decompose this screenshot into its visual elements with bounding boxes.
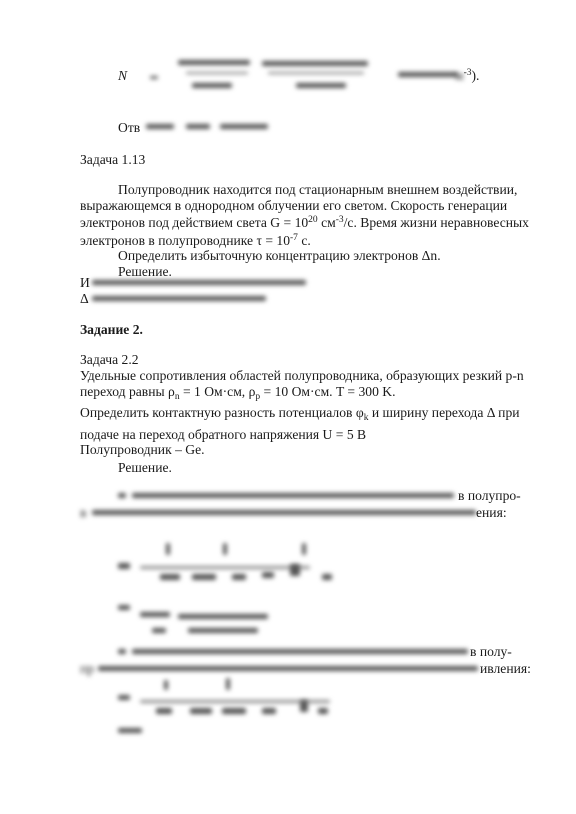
- formula-blur: [150, 76, 158, 79]
- formula-blur: [178, 614, 268, 619]
- formula-blur: [290, 564, 300, 576]
- blur-para-head: в: [80, 505, 87, 520]
- formula-blur: [226, 678, 230, 690]
- task-1-13-line: Полупроводник находится под стационарным внешнем воздействии,: [118, 182, 518, 197]
- formula-blur: [160, 574, 180, 580]
- task-1-13-line: электронов под действием света $G = 10^{20}$ $см^{-3}/с$. Время жизни неравновесных: [80, 215, 529, 230]
- task-1-13-blur-line: И: [80, 275, 90, 290]
- task-2-2-line: подаче на переход обратного напряжения U = 5 B: [80, 426, 367, 442]
- blur-para-tail: в полупро-: [458, 488, 521, 503]
- task-2-2-body: [80, 368, 524, 458]
- formula-blur: [118, 695, 130, 700]
- blur-para-tail: в полу-: [470, 644, 512, 659]
- formula-blur: [262, 61, 368, 66]
- blur-text: [118, 493, 126, 498]
- formula-blur: [152, 628, 166, 633]
- blur-para-tail: ивления:: [480, 661, 531, 676]
- formula-blur: [118, 563, 130, 569]
- answer-line: Отв: [118, 120, 141, 135]
- formula-blur: [164, 680, 168, 690]
- task-2-2-line: переход равны $\rho_n = 1$ Ом·см, $\rho_p = 10$ Ом·см. T = 300 K.: [80, 383, 396, 402]
- formula-blur: [222, 708, 246, 714]
- blur-para-head: пр: [80, 661, 95, 676]
- task-2-2-line: Удельные сопротивления областей полупроводника, образующих резкий p-n: [80, 368, 524, 383]
- formula-blur: [318, 708, 328, 714]
- formula-blur: [190, 708, 212, 714]
- task-1-13-blur-line: Δ: [80, 291, 89, 306]
- task-2-2-line: Полупроводник – Ge.: [80, 442, 205, 457]
- formula-blur: [166, 543, 170, 555]
- blur-text: [92, 510, 476, 515]
- task-1-13-line: Определить избыточную концентрацию электронов Δn.: [118, 248, 441, 263]
- formula-blur: [262, 708, 276, 714]
- answer-blur: [146, 124, 174, 129]
- formula-tail: $м^{-3}$).: [455, 68, 480, 83]
- formula-blur: [118, 605, 130, 610]
- section-2-title: Задание 2.: [80, 322, 143, 337]
- blur-text: [92, 296, 266, 301]
- formula-blur: [398, 72, 458, 77]
- formula-blur: [186, 72, 248, 74]
- blur-text: [118, 649, 126, 654]
- answer-blur: [220, 124, 268, 129]
- task-1-13-line: Решение.: [118, 263, 172, 279]
- task-1-13-line: электронов в полупроводнике $\tau = 10^{-7}$ с.: [80, 232, 311, 248]
- formula-blur: [262, 572, 274, 578]
- formula-n-label: N: [118, 68, 128, 83]
- formula-blur: [140, 612, 170, 617]
- formula-blur: [118, 728, 142, 733]
- formula-blur: [296, 83, 346, 88]
- formula-blur: [232, 574, 246, 580]
- task-2-2-solution: Решение.: [118, 460, 172, 475]
- formula-blur: [322, 574, 332, 580]
- formula-blur: [192, 83, 232, 88]
- blur-text: [92, 280, 306, 285]
- formula-blur: [188, 628, 258, 633]
- formula-blur: [156, 708, 172, 714]
- task-1-13-title: Задача 1.13: [80, 152, 146, 167]
- blur-text: [132, 649, 468, 654]
- formula-blur: [268, 72, 364, 74]
- formula-blur: [300, 700, 308, 712]
- formula-blur: [192, 574, 216, 580]
- blur-text: [98, 666, 478, 671]
- task-1-13-body: [80, 182, 529, 279]
- blur-para-tail: ения:: [476, 505, 507, 520]
- blur-text: [132, 493, 454, 498]
- formula-blur: [223, 543, 227, 555]
- task-2-2-title: Задача 2.2: [80, 352, 139, 367]
- formula-blur: [302, 543, 306, 555]
- task-1-13-line: выражающемся в однородном облучении его светом. Скорость генерации: [80, 197, 508, 213]
- task-2-2-line: Определить контактную разность потенциалов $\varphi_k$ и ширину перехода Δ при: [80, 405, 520, 423]
- formula-blur: [178, 60, 250, 65]
- answer-blur: [186, 124, 210, 129]
- formula-blur: [140, 566, 310, 569]
